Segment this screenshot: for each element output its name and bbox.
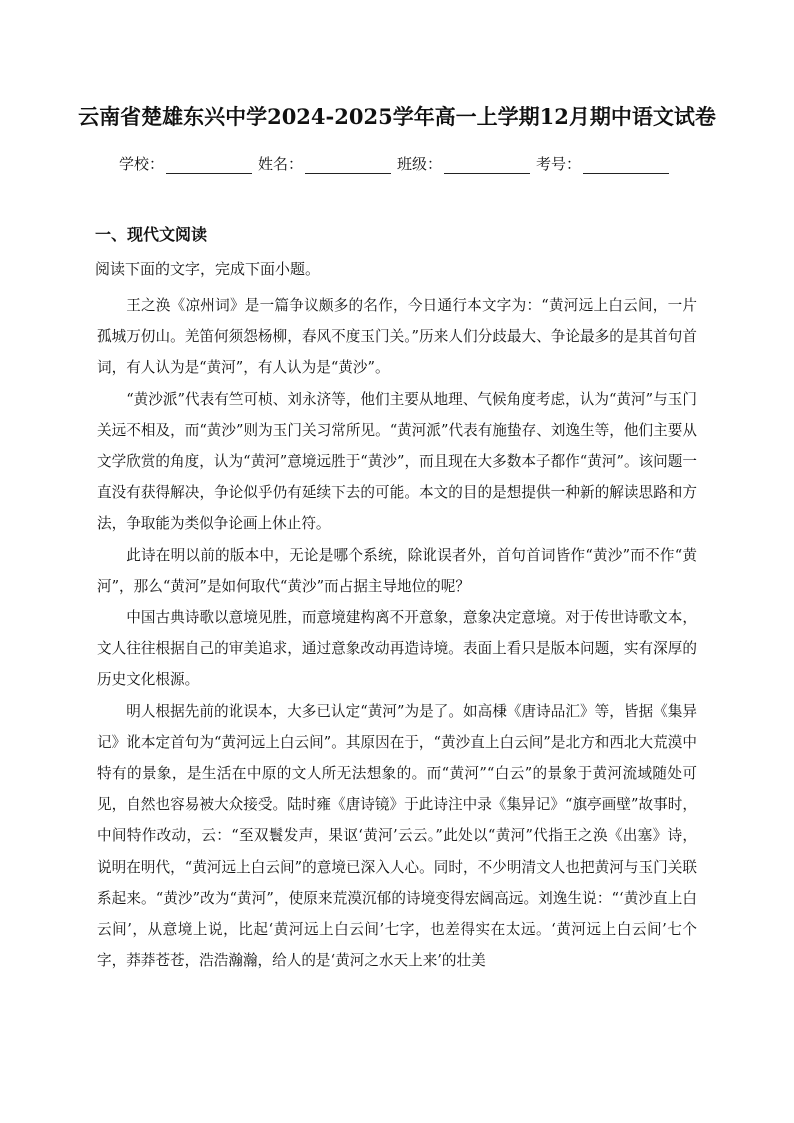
passage-paragraph: 明人根据先前的讹误本，大多已认定“黄河”为是了。如高棅《唐诗品汇》等，皆据《集异记》讹本定首句为“黄河远上白云间”。其原因在于，“黄沙直上白云间”是北方和西北大荒漠中特有的景象，是生活在中原的文人所无法想象的。而“黄河”“白云”的景象于黄河流域随处可见，自然也容易被大众接受。陆时雍《唐诗镜》于此诗注中录《集异记》“旗亭画壁”故事时，中间特作改动，云：“至双鬟发声，果讴‘黄河’云云。”此处以“黄河”代指王之涣《出塞》诗，说明在明代，“黄河远上白云间”的意境已深入人心。同时，不少明清文人也把黄河与玉门关联系起来。“黄沙”改为“黄河”，使原来荒漠沉郁的诗境变得宏阔高远。刘逸生说：“‘黄沙直上白云间’，从意境上说，比起‘黄河远上白云间’七字，也差得实在太远。‘黄河远上白云间’七个字，莽莽苍苍，浩浩瀚瀚，给人的是‘黄河之水天上来’的壮美 xyxy=(97,702,697,970)
class-blank xyxy=(444,157,530,174)
passage-paragraph: 中国古典诗歌以意境见胜，而意境建构离不开意象，意象决定意境。对于传世诗歌文本，文人往往根据自己的审美追求，通过意象改动再造诗境。表面上看只是版本问题，实有深厚的历史文化根源。 xyxy=(97,609,697,689)
exam-number-label: 考号： xyxy=(536,155,582,173)
class-label: 班级： xyxy=(397,155,443,173)
exam-number-field xyxy=(536,153,669,174)
student-info-row xyxy=(0,153,794,174)
name-label: 姓名： xyxy=(257,155,303,173)
exam-title: 云南省楚雄东兴中学2024-2025学年高一上学期12月期中语文试卷 xyxy=(78,104,716,129)
school-label: 学校： xyxy=(118,155,164,173)
passage-paragraph: 此诗在明以前的版本中，无论是哪个系统，除讹误者外，首句首词皆作“黄沙”而不作“黄河”，那么“黄河”是如何取代“黄沙”而占据主导地位的呢？ xyxy=(97,546,697,595)
school-blank xyxy=(166,157,252,174)
reading-instruction: 阅读下面的文字，完成下面小题。 xyxy=(95,260,321,278)
class-field xyxy=(397,153,530,174)
name-field xyxy=(258,153,391,174)
name-blank xyxy=(305,157,391,174)
section-heading: 一、现代文阅读 xyxy=(95,225,208,244)
exam-number-blank xyxy=(583,157,669,174)
reading-passage xyxy=(97,290,697,976)
school-field xyxy=(119,153,252,174)
passage-paragraph: “黄沙派”代表有竺可桢、刘永济等，他们主要从地理、气候角度考虑，认为“黄河”与玉门关远不相及，而“黄沙”则为玉门关习常所见。“黄河派”代表有施蛰存、刘逸生等，他们主要从文学欣赏的角度，认为“黄河”意境远胜于“黄沙”，而且现在大多数本子都作“黄河”。该问题一直没有获得解决，争论似乎仍有延续下去的可能。本文的目的是想提供一种新的解读思路和方法，争取能为类似争论画上休止符。 xyxy=(97,390,697,533)
passage-paragraph: 王之涣《凉州词》是一篇争议颇多的名作，今日通行本文字为：“黄河远上白云间，一片孤城万仞山。羌笛何须怨杨柳，春风不度玉门关。”历来人们分歧最大、争论最多的是其首句首词，有人认为是“黄河”，有人认为是“黄沙”。 xyxy=(97,297,697,377)
